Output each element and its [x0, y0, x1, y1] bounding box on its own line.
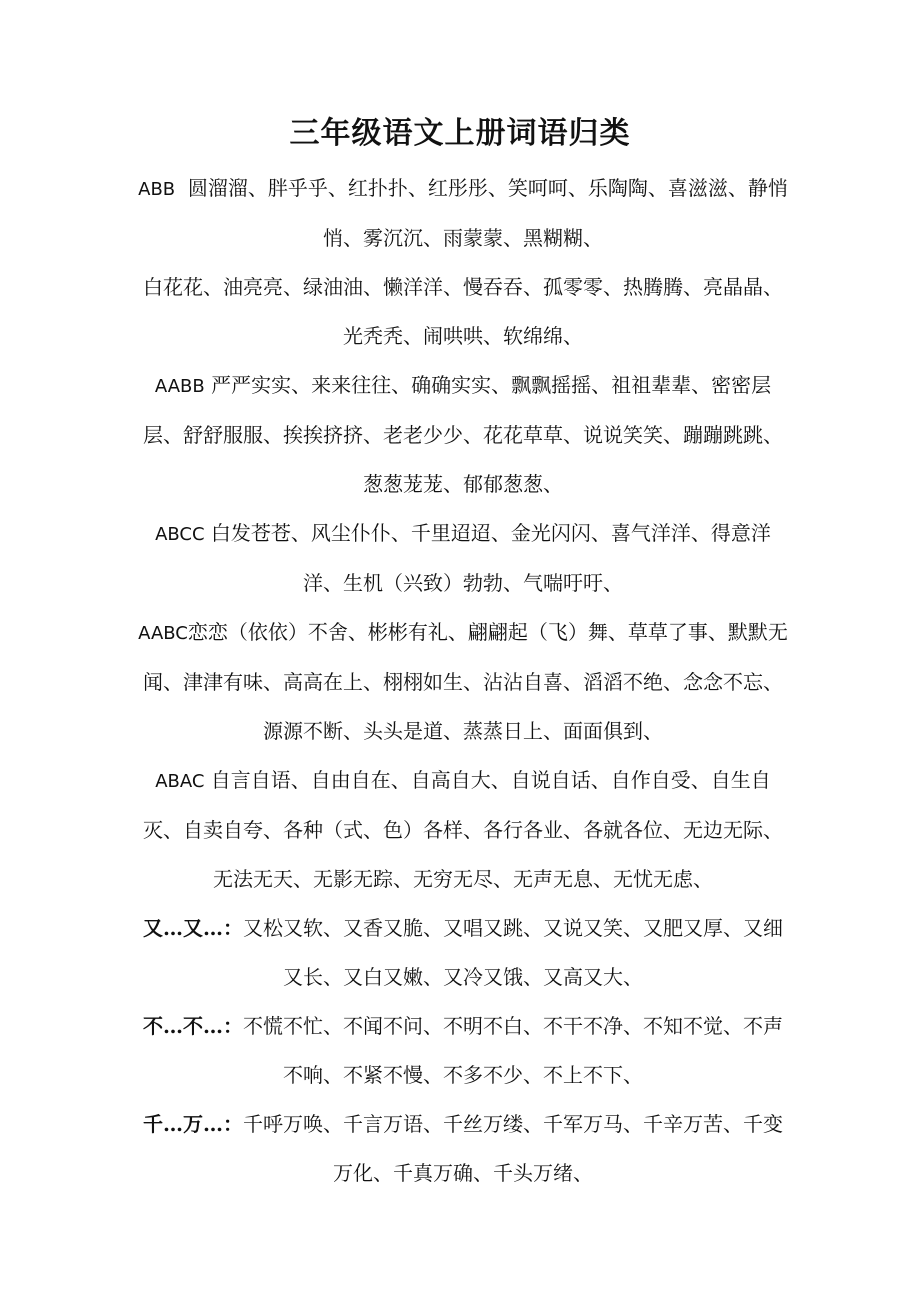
section-text: 又松又软、又香又脆、又唱又跳、又说又笑、又肥又厚、又细又长、又白又嫩、又冷又饿、又高又大、 [243, 916, 783, 989]
section-bu-bu [138, 1002, 788, 1100]
section-text: 白花花、油亮亮、绿油油、懒洋洋、慢吞吞、孤零零、热腾腾、亮晶晶、光秃秃、闹哄哄、软绵绵、 [143, 275, 783, 348]
section-text: 白发苍苍、风尘仆仆、千里迢迢、金光闪闪、喜气洋洋、得意洋洋、生机（兴致）勃勃、气喘吁吁、 [210, 521, 771, 595]
section-abb [138, 164, 788, 263]
section-abcc [138, 509, 788, 608]
section-label: 不…不…： [143, 1014, 243, 1038]
section-text: 严严实实、来来往往、确确实实、飘飘摇摇、祖祖辈辈、密密层层、舒舒服服、挨挨挤挤、老老少少、花花草草、说说笑笑、蹦蹦跳跳、葱葱茏茏、郁郁葱葱、 [143, 373, 783, 496]
section-label: ABCC [155, 524, 205, 545]
section-text: 自言自语、自由自在、自高自大、自说自话、自作自受、自生自灭、自卖自夸、各种（式、色）各样、各行各业、各就各位、无边无际、无法无天、无影无踪、无穷无尽、无声无息、无忧无虑、 [143, 768, 783, 891]
section-qian-wan [138, 1100, 788, 1198]
section-text: 千呼万唤、千言万语、千丝万缕、千军万马、千辛万苦、千变万化、千真万确、千头万绪、 [243, 1112, 783, 1185]
section-aabc [138, 608, 788, 756]
section-text: 圆溜溜、胖乎乎、红扑扑、红彤彤、笑呵呵、乐陶陶、喜滋滋、静悄悄、雾沉沉、雨蒙蒙、黑糊糊、 [187, 176, 788, 250]
section-label: 千…万…： [143, 1112, 243, 1136]
section-you-you [138, 904, 788, 1002]
section-label: ABAC [155, 771, 205, 792]
section-label: 又…又…： [143, 916, 243, 940]
section-text: 恋恋（依依）不舍、彬彬有礼、翩翩起（飞）舞、草草了事、默默无闻、津津有味、高高在上、栩栩如生、沾沾自喜、滔滔不绝、念念不忘、源源不断、头头是道、蒸蒸日上、面面俱到、 [143, 620, 788, 743]
section-abac [138, 756, 788, 904]
section-aabb [138, 361, 788, 509]
section-text: 不慌不忙、不闻不问、不明不白、不干不净、不知不觉、不声不响、不紧不慢、不多不少、不上不下、 [243, 1014, 783, 1087]
section-separator [175, 176, 188, 200]
section-abb-continued [138, 263, 788, 361]
document-body [138, 164, 788, 1198]
section-label: AABB [154, 376, 205, 397]
section-label: ABB [138, 179, 176, 200]
section-label: AABC [138, 623, 188, 644]
document-title: 三年级语文上册词语归类 [289, 116, 631, 151]
